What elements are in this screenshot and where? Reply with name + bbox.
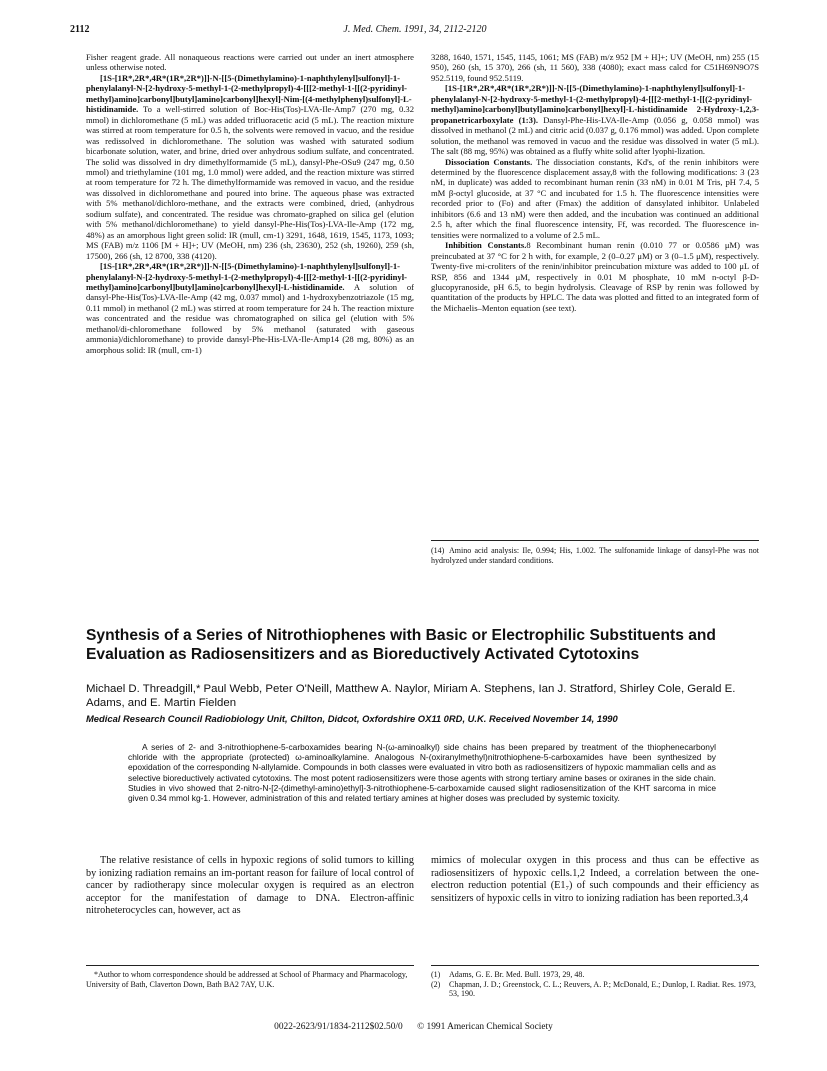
intro-left: The relative resistance of cells in hypoxic regions of solid tumors to killing by ionizing radiation remains an im-portant reason for failure of local control of cancer by radiotherapy since molecular oxygen is required as an electron acceptor for the manifestation of damage to DNA. Electron-affinic nitroheterocycles can, however, act as xyxy=(86,855,414,917)
footnote-rule xyxy=(86,965,414,966)
compound-heading: [1S-[1R*,2R*,4R*(1R*,2R*)]]-N-[[5-(Dimethylamino)-1-naphthylenyl]sulfonyl]-1-phenylalanyl-N-[2-hydroxy-5-methyl-1-(2-methylpropyl)-4-[[[2-methyl-1-[[(2-pyridinyl-methyl)amino]carbonyl]butyl]amino]carbonyl]hexyl]-Nim-[(4-methylphenyl)sulfonyl]-L-histidinamide. xyxy=(86,72,412,115)
article-title: Synthesis of a Series of Nitrothiophenes with Basic or Electrophilic Substituents and Evaluation as Radiosensitizers and as Bioreductively Activated Cytotoxins xyxy=(86,627,716,663)
footnote-number: (14) xyxy=(431,546,445,555)
paragraph-body: To a well-stirred solution of Boc-His(Tos)-LVA-Ile-Amp7 (270 mg, 0.32 mmol) in dichloromethane (5 mL) was added trifluoracetic acid (5 mL). The reaction mixture was stirred at room temperature for 0.5 h, the solvents were removed in vacuo, and the residue was redissolved in dichloromethane. The solution was washed with saturated sodium bicarbonate solution, water, and brine, dried over anhydrous sodium sulfate, and concentrated. The solid was dissolved in dry dimethylformamide (5 mL), dansyl-Phe-OSu9 (247 mg, 0.50 mmol) and triethylamine (101 mg, 1.0 mmol) were added, and the reaction mixture was stirred at room temperature for 72 h. The dimethylformamide was removed in vacuo, and the residue was dissolved in dichloromethane and poured into brine. The aqueous phase was extracted with 5% methanol/dichloro-methane, and the extracts were combined, dried, (anhydrous sodium sulfate), and concentrated. The residue was chromato-graphed on silica gel (elution with 5% methanol/dichloromethane) to yield dansyl-Phe-His(Tos)-LVA-Ile-Amp (172 mg, 48%) as an amorphous light green solid: IR (mull, cm-1) 3291, 1648, 1619, 1545, 1173, 1093; MS (FAB) m/z 1106 [M + H]+; UV (MeOH, nm) 236 (sh, 23630), 252 (sh, 19260), 259 (sh, 17500), 266 (sh, 12 8700, 338 (4120). xyxy=(86,104,414,261)
paragraph xyxy=(431,157,759,241)
journal-name: J. Med. Chem. xyxy=(343,24,402,35)
left-column xyxy=(86,52,414,355)
footnote-rule xyxy=(431,965,759,966)
copyright: © 1991 American Chemical Society xyxy=(417,1022,553,1032)
paragraph-body: Dansyl-Phe-His-LVA-Ile-Amp (0.056 g, 0.058 mmol) was dissolved in methanol (2 mL) and citric acid (0.037 g, 0.176 mmol) was added. Upon complete solution, the methanol was removed in vacuo and the residue was dissolved in water (5 mL). The salt (88 mg, 95%) was obtained as a fluffy white solid after lyophi-lization. xyxy=(431,114,759,157)
running-header xyxy=(70,24,760,40)
reference-number: (1) xyxy=(431,970,441,979)
article-authors: Michael D. Threadgill,* Paul Webb, Peter O'Neill, Matthew A. Naylor, Miriam A. Stephens, Ian J. Stratford, Shirley Cole, Gerald E. Adams, and E. Martin Fielden xyxy=(86,683,736,709)
paragraph: 3288, 1640, 1571, 1545, 1145, 1061; MS (FAB) m/z 952 [M + H]+; UV (MeOH, nm) 255 (15 950), 260 (sh, 15 370), 266 (sh, 11 560), 338 (4080); exact mass calcd for C51H69N9O7S 952.5119, found 952.5119. xyxy=(431,52,759,83)
paragraph xyxy=(431,83,759,156)
paragraph-body: 8 Recombinant human renin (0.010 77 or 0.0586 μM) was preincubated at 37 °C for 2 h with, for example, 2 (0–0.27 μM) or 3 (0–1.5 μM), respectively. Twenty-five mi-croliters of the renin/inhibitor preincubation mixture was added to 100 μL of RSP, 856 and 1344 μM, respectively in 0.01 M phosphate, 10 mM n-octyl β-D-glucopyranoside, pH 6.5, to begin hydrolysis. Cleavage of RSP by renin was followed by quantitation of the products by HPLC. The data was plotted and fitted to an integrated form of the Michaelis–Menton equation (see text). xyxy=(431,240,760,313)
issn-code: 0022-2623/91/1834-2112$02.50/0 xyxy=(274,1022,403,1032)
paragraph: Fisher reagent grade. All nonaqueous reactions were carried out under an inert atmosphere unless otherwise noted. xyxy=(86,52,414,73)
section-heading: Inhibition Constants. xyxy=(445,240,527,251)
paragraph xyxy=(431,240,759,313)
footnote-rule xyxy=(431,540,759,541)
intro-right: mimics of molecular oxygen in this process and thus can be effective as radiosensitizers of hypoxic cells.1,2 Indeed, a correlation between the one-electron reduction potential (E1₇) of such compounds and their efficiency as sensitizers of hypoxic cells in vitro to ionizing radiation has been reported.3,4 xyxy=(431,855,759,904)
section-heading: Dissociation Constants. xyxy=(445,156,533,167)
reference-item xyxy=(431,970,759,980)
compound-heading: [1S-[1R*,2R*,4R*(1R*,2R*)]]-N-[[5-(Dimethylamino)-1-naphthylenyl]sulfonyl]-1-phenylalanyl-N-[2-hydroxy-5-methyl-1-(2-methylpropyl)-4-[[[2-methyl-1-[[(2-pyridinyl-methyl)amino]carbonyl]butyl]amino]carbonyl]hexyl]-L-histidinamide. xyxy=(86,261,407,292)
paragraph xyxy=(86,73,414,261)
footnote-text: Amino acid analysis: Ile, 0.994; His, 1.002. The sulfonamide linkage of dansyl-Phe was not hydrolyzed under standard conditions. xyxy=(431,546,759,565)
compound-heading: [1S-[1R*,2R*,4R*(1R*,2R*)]]-N-[[5-(Dimethylamino)-1-naphthylenyl]sulfonyl]-1-phenylalanyl-N-[2-hydroxy-5-methyl-1-(2-methylpropyl)-4-[[[2-methyl-1-[[(2-pyridinyl-methyl)amino]carbonyl]butyl]amino]carbonyl]hexyl]-L-histidinamide 2-Hydroxy-1,2,3-propanetricarboxylate (1:3). xyxy=(431,83,759,125)
article-affiliation: Medical Research Council Radiobiology Unit, Chilton, Didcot, Oxfordshire OX11 0RD, U.K. Received November 14, 1990 xyxy=(86,713,618,724)
footnote-14 xyxy=(431,546,759,565)
journal-citation xyxy=(70,24,760,35)
paragraph-body: A solution of dansyl-Phe-His(Tos)-LVA-Ile-Amp (42 mg, 0.037 mmol) and 1-hydroxybenzotriazole (15 mg, 0.11 mmol) in methanol (2 mL) was stirred at room temperature for 24 h. The reaction mixture was concentrated and the residue was chromatographed on silica gel (elution with 5% methanol/di-chloromethane followed by 5% methanol (saturated with gaseous ammonia)/dichloromethane) to provide dansyl-Phe-His-LVA-Ile-Amp14 (28 mg, 80%) as an amorphous solid: IR (mull, cm-1) xyxy=(86,281,414,355)
reference-number: (2) xyxy=(431,979,441,989)
journal-volume: 1991, 34, 2112-2120 xyxy=(403,24,487,35)
right-column xyxy=(431,52,759,313)
paragraph-body: The dissociation constants, Kd's, of the renin inhibitors were determined by the fluorescence displacement assay,8 with the following modifications: 3 (23 nM, in duplicate) was added to recombinant human renin (33 nM) in 0.01 M Tris, pH 7.4, 5 mM β-octyl glucoside, at 37 °C and incubated for 1.5 h. The fluorescence intensities were recorded prior to (Fo) and after (Fmax) the addition of dansylated inhibitor. Unlabeled inhibitors (6.6 and 13 nM) were then added, and the incubation was continued an additional 2.5 h, after which the final fluorescence intensity, Ff, was recorded. The fluorescence in-tensities were normalized to a volume of 2.5 mL. xyxy=(431,156,759,240)
reference-text: Chapman, J. D.; Greenstock, C. L.; Reuvers, A. P.; McDonald, E.; Dunlop, I. Radiat. Res. 1973, 53, 190. xyxy=(449,979,756,999)
page-number: 2112 xyxy=(70,24,90,35)
correspondence-note: *Author to whom correspondence should be addressed at School of Pharmacy and Pharmacology, University of Bath, Claverton Down, Bath BA2 7AY, U.K. xyxy=(86,970,408,989)
reference-list xyxy=(431,970,759,999)
reference-item xyxy=(431,980,759,999)
abstract: A series of 2- and 3-nitrothiophene-5-carboxamides bearing N-(ω-aminoalkyl) side chains has been prepared by treatment of the thiophenecarbonyl chloride with the appropriate (protected) ω-aminoalkylamine. Analogous N-(oxiranylmethyl)nitrothiophene-5-carboxamides have been synthesized by epoxidation of the corresponding N-allylamide. Compounds in both classes were evaluated in vitro both as radiosensitizers of hypoxic mammalian cells and as selective bioreductively activated cytotoxins. The most potent radiosensitizers were those agents with strong tertiary amine bases or oxiranes in the side chain. Studies in vivo showed that 2-nitro-N-[2-(dimethyl-amino)ethyl]-3-nitrothiophene-5-carboxamide caused slight radiosensitization of the KHT sarcoma in mice given 0.34 mmol kg-1. However, administration of this and related tertiary amines at higher doses was precluded by systemic toxicity. xyxy=(128,742,716,804)
paragraph xyxy=(86,261,414,355)
reference-text: Adams, G. E. Br. Med. Bull. 1973, 29, 48. xyxy=(449,970,585,979)
page-footer xyxy=(0,1022,827,1032)
